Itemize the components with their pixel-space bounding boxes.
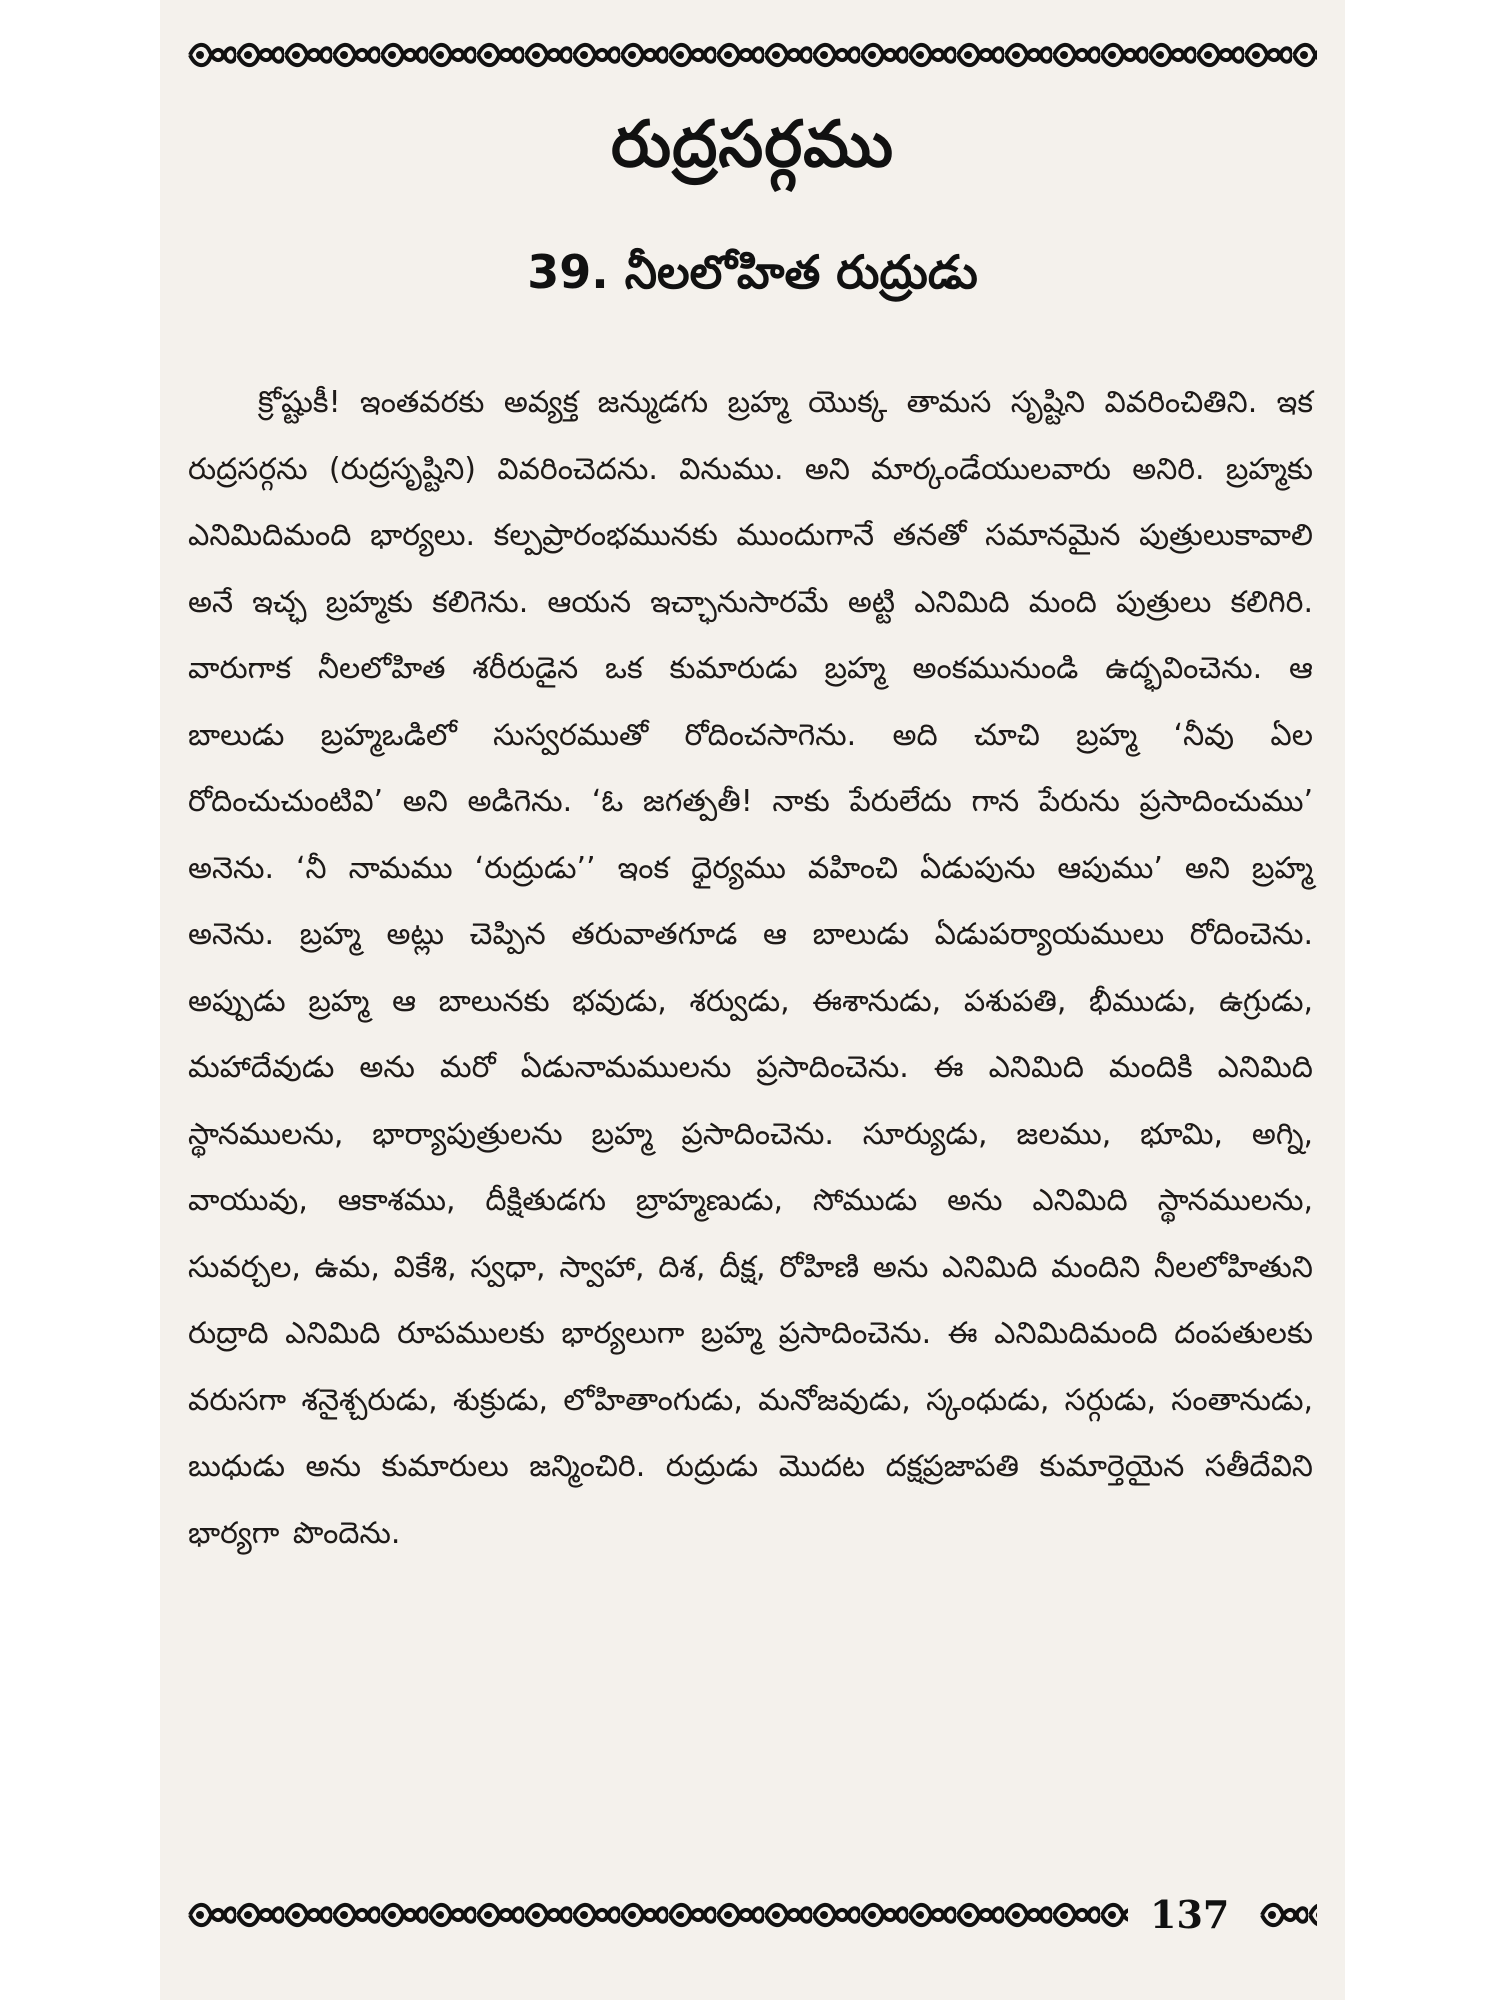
- page-number: 137: [1150, 1892, 1230, 1937]
- book-page: [160, 0, 1345, 2000]
- left-margin: [0, 0, 160, 2000]
- right-margin: [1345, 0, 1500, 2000]
- chapter-title: రుద్రసర్గము: [610, 108, 894, 182]
- body-paragraph: క్రోష్టుకీ! ఇంతవరకు అవ్యక్త జన్ముడగు బ్రహ్మ యొక్క తామస సృష్టిని వివరించితిని. ఇక రుద్రసర్గను (రుద్రసృష్టిని) వివరించెదను. వినుము. అని మార్కండేయులవారు అనిరి. బ్రహ్మకు ఎనిమిదిమంది భార్యలు. కల్పప్రారంభమునకు ముందుగానే తనతో సమానమైన పుత్రులుకావాలి అనే ఇచ్ఛ బ్రహ్మకు కలిగెను. ఆయన ఇచ్ఛానుసారమే అట్టి ఎనిమిది మంది పుత్రులు కలిగిరి. వారుగాక నీలలోహిత శరీరుడైన ఒక కుమారుడు బ్రహ్మ అంకమునుండి ఉద్భవించెను. ఆ బాలుడు బ్రహ్మఒడిలో సుస్వరముతో రోదించసాగెను. అది చూచి బ్రహ్మ ‘నీవు ఏల రోదించుచుంటివి’ అని అడిగెను. ‘ఓ జగత్పతీ! నాకు పేరులేదు గాన పేరును ప్రసాదించుము’ అనెను. ‘నీ నామము ‘రుద్రుడు’’ ఇంక ధైర్యము వహించి ఏడుపును ఆపుము’ అని బ్రహ్మ అనెను. బ్రహ్మ అట్లు చెప్పిన తరువాతగూడ ఆ బాలుడు ఏడుపర్యాయములు రోదించెను. అప్పుడు బ్రహ్మ ఆ బాలునకు భవుడు, శర్వుడు, ఈశానుడు, పశుపతి, భీముడు, ఉగ్రుడు, మహాదేవుడు అను మరో ఏడునామములను ప్రసాదించెను. ఈ ఎనిమిది మందికి ఎనిమిది స్థానములను, భార్యాపుత్రులను బ్రహ్మ ప్రసాదించెను. సూర్యుడు, జలము, భూమి, అగ్ని, వాయువు, ఆకాశము, దీక్షితుడగు బ్రాహ్మణుడు, సోముడు అను ఎనిమిది స్థానములను, సువర్చల, ఉమ, వికేశి, స్వధా, స్వాహా, దిశ, దీక్ష, రోహిణి అను ఎనిమిది మందిని నీలలోహితుని రుద్రాది ఎనిమిది రూపములకు భార్యలుగా బ్రహ్మ ప్రసాదించెను. ఈ ఎనిమిదిమంది దంపతులకు వరుసగా శనైశ్చరుడు, శుక్రుడు, లోహితాంగుడు, మనోజవుడు, స్కంధుడు, సర్గుడు, సంతానుడు, బుధుడు అను కుమారులు జన్మించిరి. రుద్రుడు మొదట దక్షప్రజాపతి కుమార్తెయైన సతీదేవిని భార్యగా పొందెను.: [188, 385, 1313, 1551]
- top-ornamental-border: [188, 40, 1317, 70]
- bottom-ornamental-border: [188, 1900, 1128, 1930]
- end-ornament: [1260, 1900, 1317, 1930]
- section-title: 39. నీలలోహిత రుద్రుడు: [527, 245, 978, 299]
